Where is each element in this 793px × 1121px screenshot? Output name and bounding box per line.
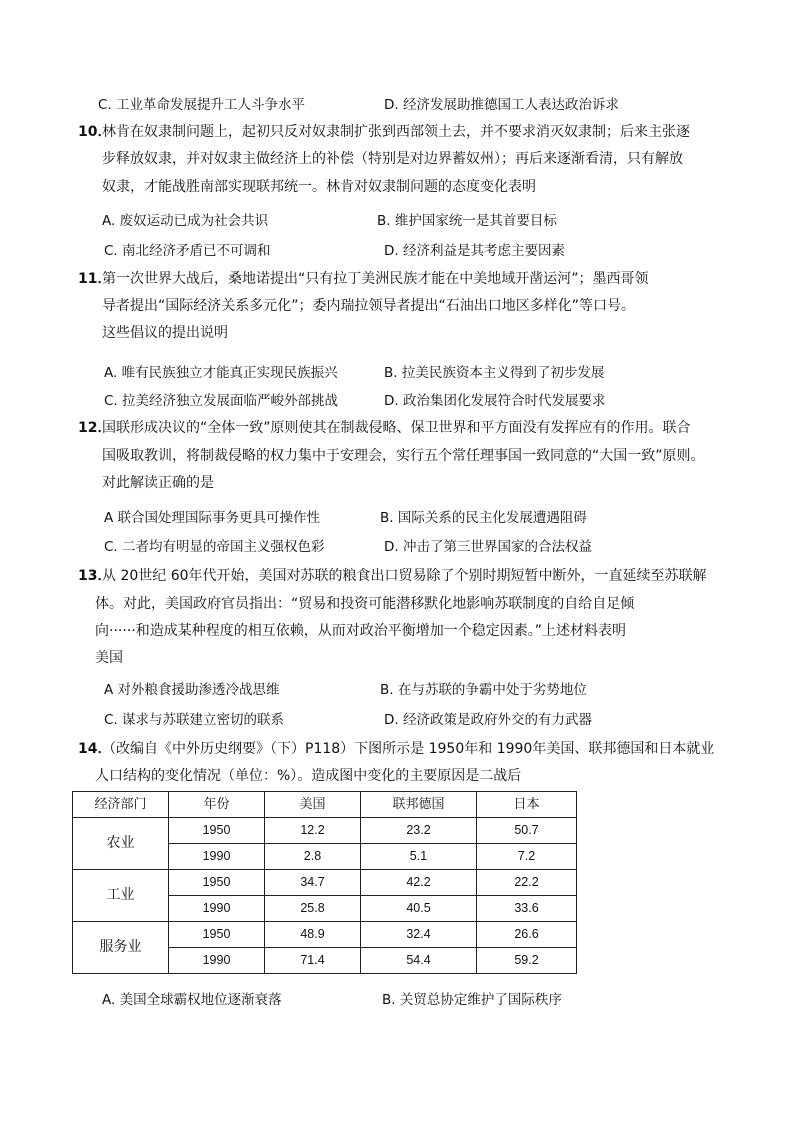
question-10-line-1: 林肯在奴隶制问题上，起初只反对奴隶制扩张到西部领土去，并不要求消灭奴隶制；后来主张逐 bbox=[102, 124, 690, 140]
question-10-number: 10． bbox=[78, 124, 112, 140]
question-11-line-2: 导者提出“国际经济关系多元化”；委内瑞拉领导者提出“石油出口地区多样化”等口号。 bbox=[102, 298, 636, 314]
table-cell: 25.8 bbox=[265, 896, 361, 922]
question-13-option-d: D. 经济政策是政府外交的有力武器 bbox=[384, 712, 592, 728]
question-11-option-a: A. 唯有民族独立才能真正实现民族振兴 bbox=[104, 365, 338, 381]
question-13-option-c: C. 谋求与苏联建立密切的联系 bbox=[104, 712, 285, 728]
question-12-option-c: C. 二者均有明显的帝国主义强权色彩 bbox=[104, 539, 325, 555]
table-row bbox=[73, 922, 577, 948]
question-13-number: 13． bbox=[78, 568, 112, 584]
question-12-option-a: A 联合国处理国际事务更具可操作性 bbox=[104, 510, 321, 526]
table-cell: 33.6 bbox=[477, 896, 577, 922]
question-13-option-a: A 对外粮食援助渗透冷战思维 bbox=[104, 682, 280, 698]
question-12-number: 12． bbox=[78, 420, 112, 436]
table-cell: 32.4 bbox=[361, 922, 477, 948]
table-header-cell: 日本 bbox=[477, 792, 577, 818]
table-cell: 22.2 bbox=[477, 870, 577, 896]
sector-cell: 服务业 bbox=[73, 922, 169, 974]
question-14-option-b: B. 关贸总协定维护了国际秩序 bbox=[382, 992, 562, 1008]
table-cell: 2.8 bbox=[265, 844, 361, 870]
question-10-line-3: 奴隶，才能战胜南部实现联邦统一。林肯对奴隶制问题的态度变化表明 bbox=[102, 179, 536, 195]
table-cell: 54.4 bbox=[361, 948, 477, 974]
question-11-option-d: D. 政治集团化发展符合时代发展要求 bbox=[384, 393, 606, 409]
question-10-option-c: C. 南北经济矛盾已不可调和 bbox=[104, 243, 271, 259]
table-header-cell: 年份 bbox=[169, 792, 265, 818]
question-14-option-a: A. 美国全球霸权地位逐渐衰落 bbox=[102, 992, 282, 1008]
table-cell: 7.2 bbox=[477, 844, 577, 870]
table-cell: 59.2 bbox=[477, 948, 577, 974]
employment-structure-table bbox=[72, 791, 577, 974]
table-cell: 1990 bbox=[169, 948, 265, 974]
question-13-line-2: 体。对此，美国政府官员指出：“贸易和投资可能潜移默化地影响苏联制度的自给自足倾 bbox=[95, 596, 635, 612]
question-14-line-2: 人口结构的变化情况（单位：%）。造成图中变化的主要原因是二战后 bbox=[95, 768, 522, 784]
table-cell: 34.7 bbox=[265, 870, 361, 896]
table-cell: 5.1 bbox=[361, 844, 477, 870]
table-header-cell: 经济部门 bbox=[73, 792, 169, 818]
question-13-line-3: 向······和造成某种程度的相互依赖，从而对政治平衡增加一个稳定因素。”上述材料表明 bbox=[95, 623, 626, 639]
table-cell: 1950 bbox=[169, 922, 265, 948]
question-13-option-b: B. 在与苏联的争霸中处于劣势地位 bbox=[380, 682, 587, 698]
table-row bbox=[73, 870, 577, 896]
table-cell: 48.9 bbox=[265, 922, 361, 948]
table-cell: 12.2 bbox=[265, 818, 361, 844]
question-14-line-1: （改编自《中外历史纲要》（下）P118）下图所示是 1950年和 1990年美国、联邦德国和日本就业 bbox=[102, 741, 715, 757]
question-13-line-4: 美国 bbox=[95, 650, 123, 666]
table-cell: 1950 bbox=[169, 870, 265, 896]
question-11-line-1: 第一次世界大战后，桑地诺提出“只有拉丁美洲民族才能在中美地域开凿运河”；墨西哥领 bbox=[102, 271, 649, 287]
question-11-option-b: B. 拉美民族资本主义得到了初步发展 bbox=[384, 365, 605, 381]
table-cell: 26.6 bbox=[477, 922, 577, 948]
question-12-option-b: B. 国际关系的民主化发展遭遇阻碍 bbox=[380, 510, 587, 526]
table-cell: 1990 bbox=[169, 844, 265, 870]
question-10-line-2: 步释放奴隶，并对奴隶主做经济上的补偿（特别是对边界蓄奴州）；再后来逐渐看清，只有解放 bbox=[102, 151, 683, 167]
sector-cell: 工业 bbox=[73, 870, 169, 922]
question-11-option-c: C. 拉美经济独立发展面临严峻外部挑战 bbox=[104, 393, 339, 409]
table-cell: 71.4 bbox=[265, 948, 361, 974]
table-cell: 42.2 bbox=[361, 870, 477, 896]
table-cell: 1950 bbox=[169, 818, 265, 844]
question-10-option-b: B. 维护国家统一是其首要目标 bbox=[377, 213, 557, 229]
table-cell: 50.7 bbox=[477, 818, 577, 844]
question-13-line-1: 从 20世纪 60年代开始，美国对苏联的粮食出口贸易除了个别时期短暂中断外，一直延续至苏联解 bbox=[102, 568, 707, 584]
question-10-option-d: D. 经济利益是其考虑主要因素 bbox=[384, 243, 565, 259]
question-11-number: 11． bbox=[78, 271, 112, 287]
question-14-number: 14． bbox=[78, 741, 112, 757]
table-header-cell: 联邦德国 bbox=[361, 792, 477, 818]
table-row bbox=[73, 818, 577, 844]
table-cell: 1990 bbox=[169, 896, 265, 922]
question-12-line-2: 国吸取教训，将制裁侵略的权力集中于安理会，实行五个常任理事国一致同意的“大国一致”原则。 bbox=[102, 448, 705, 464]
table-cell: 40.5 bbox=[361, 896, 477, 922]
question-11-line-3: 这些倡议的提出说明 bbox=[102, 325, 228, 341]
question-10-option-a: A. 废奴运动已成为社会共识 bbox=[102, 213, 269, 229]
sector-cell: 农业 bbox=[73, 818, 169, 870]
table-header-cell: 美国 bbox=[265, 792, 361, 818]
question-12-option-d: D. 冲击了第三世界国家的合法权益 bbox=[384, 539, 592, 555]
option-c: C. 工业革命发展提升工人斗争水平 bbox=[98, 97, 306, 113]
option-d: D. 经济发展助推德国工人表达政治诉求 bbox=[384, 97, 619, 113]
question-12-line-3: 对此解读正确的是 bbox=[102, 475, 214, 491]
table-header-row bbox=[73, 792, 577, 818]
question-12-line-1: 国联形成决议的“全体一致”原则使其在制裁侵略、保卫世界和平方面没有发挥应有的作用。联合 bbox=[102, 420, 691, 436]
table-cell: 23.2 bbox=[361, 818, 477, 844]
